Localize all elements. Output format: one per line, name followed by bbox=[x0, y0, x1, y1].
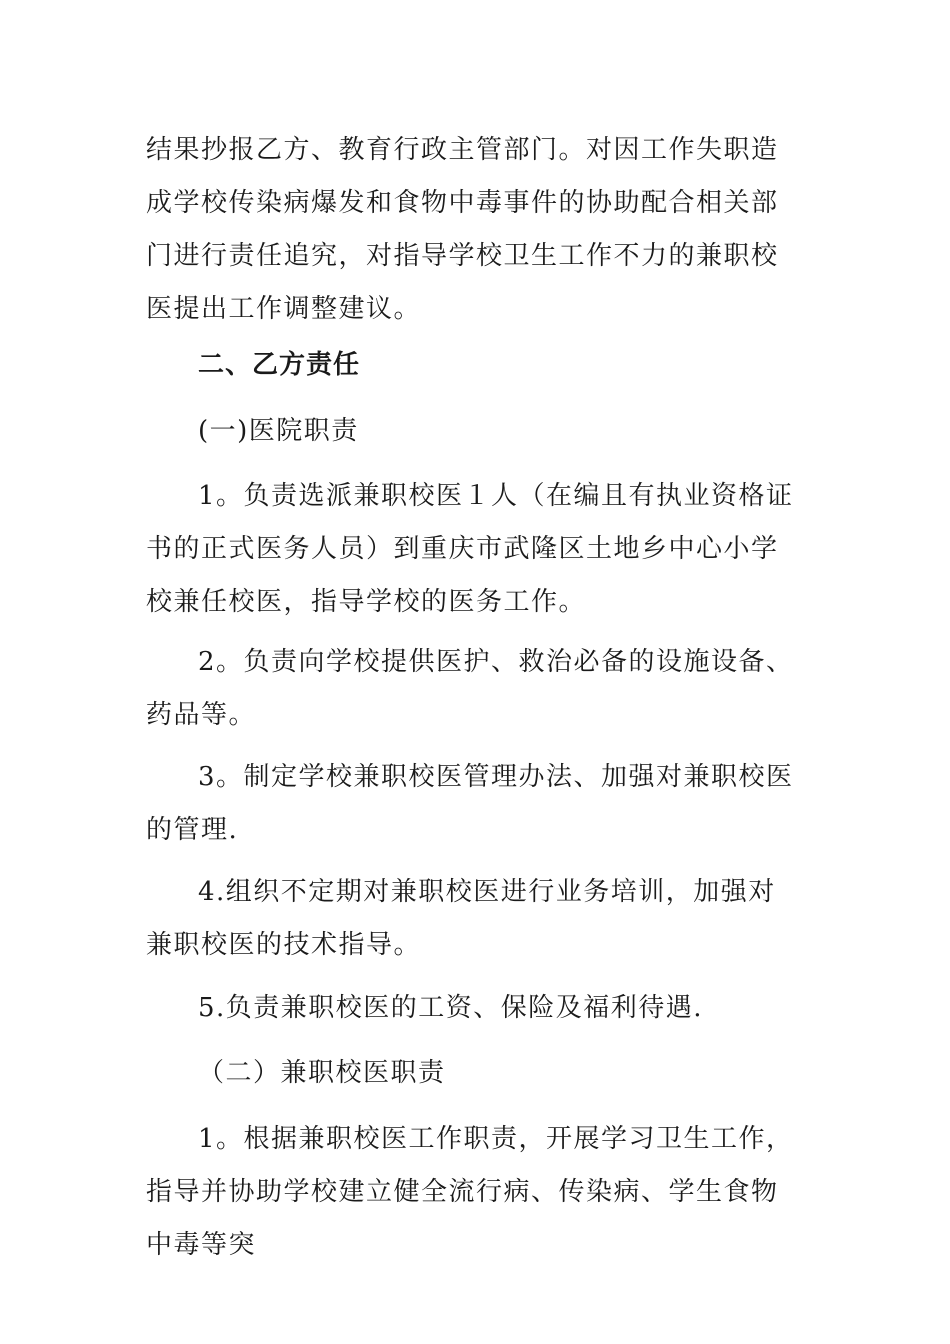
list-item-4: 4.组织不定期对兼职校医进行业务培训，加强对兼职校医的技术指导。 bbox=[146, 877, 776, 960]
subsection-heading-part-time-doctor-duties: （二）兼职校医职责 bbox=[198, 1058, 446, 1088]
list-item-2: 2。负责向学校提供医护、救治必备的设施设备、药品等。 bbox=[146, 647, 794, 730]
subsection-heading-hospital-duties: (一)医院职责 bbox=[198, 416, 359, 446]
list-item-6: 1。根据兼职校医工作职责，开展学习卫生工作，指导并协助学校建立健全流行病、传染病、学生食物中毒等突 bbox=[146, 1124, 794, 1260]
list-item-1: 1。负责选派兼职校医１人（在编且有执业资格证书的正式医务人员）到重庆市武隆区土地乡中心小学校兼任校医，指导学校的医务工作。 bbox=[146, 481, 794, 617]
continuation-paragraph: 结果抄报乙方、教育行政主管部门。对因工作失职造成学校传染病爆发和食物中毒事件的协助配合相关部门进行责任追究，对指导学校卫生工作不力的兼职校医提出工作调整建议。 bbox=[146, 135, 779, 324]
list-item-5: 5.负责兼职校医的工资、保险及福利待遇. bbox=[198, 993, 704, 1023]
list-item-3: 3。制定学校兼职校医管理办法、加强对兼职校医的管理. bbox=[146, 762, 794, 845]
section-heading-party-b-responsibility: 二、乙方责任 bbox=[198, 350, 361, 380]
